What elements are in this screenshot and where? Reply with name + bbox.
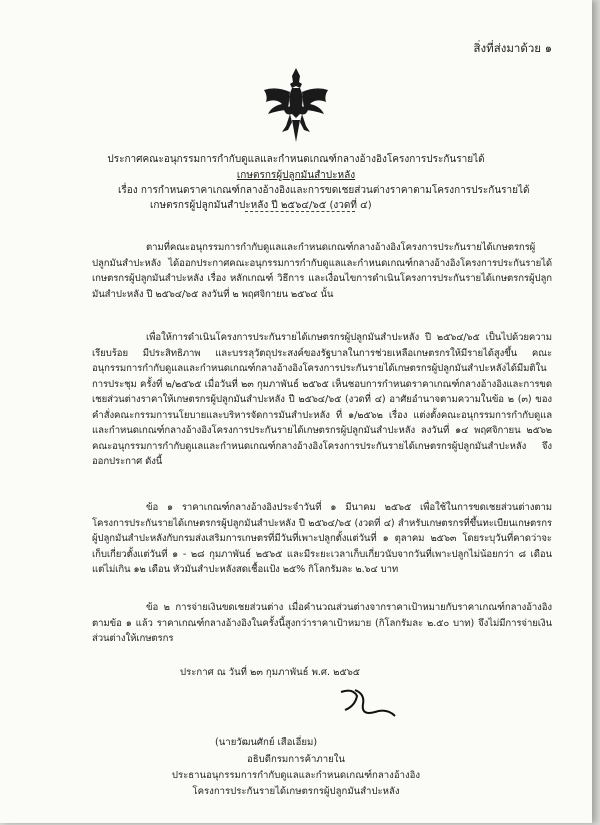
paragraph-4-text: ข้อ ๒ การจ่ายเงินขดเชยส่วนต่าง เมื่อคำนวณส่วนต่างจากราคาเป้าหมายกับราคาเกณฑ์กลางอ้างอิงตามข้อ ๑ แล้ว ราคาเกณฑ์กลางอ้างอิงในครั้งนี้สูงกว่าราคาเป้าหมาย (กิโลกรัมละ ๒.๕๐ บาท) จึงไม่มีการจ่ายเงินส่วนต่างให้เกษตรกร [92,602,552,644]
paragraph-3 [92,500,552,578]
attachment-label: สิ่งที่ส่งมาด้วย ๑ [473,41,552,55]
signatory-position-1: อธิบดีกรมการค้าภายใน [247,754,345,765]
paragraph-4 [92,600,552,647]
paragraph-2 [92,330,552,470]
signatory-name: (นายวัฒนศักย์ เสือเอี่ยม) [215,737,318,748]
paragraph-3-text: ข้อ ๑ ราคาเกณฑ์กลางอ้างอิงประจำวันที่ ๑ มีนาคม ๒๕๖๕ เพื่อใช้ในการขดเชยส่วนต่างตามโครงการประกันรายได้เกษตรกรผู้ปลูกมันสำปะหลัง ปี ๒๕๖๔/๖๕ (งวดที่ ๔) สำหรับเกษตรกรที่ขึ้นทะเบียนเกษตรกรผู้ปลูกมันสำปะหลังกับกรมส่งเสริมการเกษตรที่มีวันที่เพาะปลูกตั้งแต่วันที่ ๑ ตุลาคม ๒๕๖๓ โดยระบุวันที่คาดว่าจะเก็บเกี่ยวตั้งแต่วันที่ ๑ - ๒๘ กุมภาพันธ์ ๒๕๖๕ และมีระยะเวลาเก็บเกี่ยวนับจากวันที่เพาะปลูกไม่น้อยกว่า ๘ เดือน แต่ไม่เกิน ๑๒ เดือน หัวมันสำปะหลังสดเชื้อแป้ง ๒๕% กิโลกรัมละ ๒.๖๔ บาท [92,502,552,575]
paragraph-2-text: เพื่อให้การดำเนินโครงการประกันรายได้เกษตรกรผู้ปลูกมันสำปะหลัง ปี ๒๕๖๔/๖๕ เป็นไปด้วยความเรียบร้อย มีประสิทธิภาพ และบรรลุวัตถุประสงค์ของรัฐบาลในการช่วยเหลือเกษตรกรให้มีรายได้สูงขึ้น คณะอนุกรรมการกำกับดูแลและกำหนดเกณฑ์กลางอ้างอิงโครงการประกันรายได้เกษตรกรผู้ปลูกมันสำปะหลังได้มีมติในการประชุม ครั้งที่ ๒/๒๕๖๕ เมื่อวันที่ ๒๓ กุมภาพันธ์ ๒๕๖๕ เห็นชอบการกำหนดราคาเกณฑ์กลางอ้างอิงและการขดเชยส่วนต่างราคาให้เกษตรกรผู้ปลูกมันสำปะหลัง ปี ๒๕๖๔/๖๕ (งวดที่ ๔) อาศัยอำนาจตามความในข้อ ๒ (๓) ของคำสั่งคณะกรรมการนโยบายและบริหารจัดการมันสำปะหลัง ที่ ๑/๒๕๖๒ เรื่อง แต่งตั้งคณะอนุกรรมการกำกับดูแลและกำหนดเกณฑ์กลางอ้างอิงโครงการประกันรายได้เกษตรกรผู้ปลูกมันสำปะหลัง ลงวันที่ ๑๔ พฤศจิกายน ๒๕๖๒ คณะอนุกรรมการกำกับดูแลและกำหนดเกณฑ์กลางอ้างอิงโครงการประกันรายได้เกษตรกรผู้ปลูกมันสำปะหลัง จึงออกประกาศ ดังนี้ [92,332,552,467]
signatory-position-2: ประธานอนุกรรมการกำกับดูแลและกำหนดเกณฑ์กลางอ้างอิง [171,770,421,781]
paragraph-1 [92,240,552,302]
signature-mark [335,686,405,722]
garuda-emblem [262,66,330,144]
header-title-line2: เกษตรกรผู้ปลูกมันสำปะหลัง [236,170,356,181]
signatory-position-3: โครงการประกันรายได้เกษตรกรผู้ปลูกมันสำปะหลัง [192,786,400,797]
subject-line: เรื่อง การกำหนดราคาเกณฑ์กลางอ้างอิงและการขดเชยส่วนต่างราคาตามโครงการประกันรายได้ [118,185,530,196]
header-title: ประกาศคณะอนุกรรมการกำกับดูแลและกำหนดเกณฑ์กลางอ้างอิงโครงการประกันรายได้ [107,154,485,165]
divider [245,211,355,212]
subject-line-2: เกษตรกรผู้ปลูกมันสำปะหลัง ปี ๒๕๖๔/๖๕ (งวดที่ ๔) [150,200,372,211]
paragraph-1-text: ตามที่คณะอนุกรรมการกำกับดูแลและกำหนดเกณฑ์กลางอ้างอิงโครงการประกันรายได้เกษตรกรผู้ปลูกมันสำปะหลัง ได้ออกประกาศคณะอนุกรรมการกำกับดูแลและกำหนดเกณฑ์กลางอ้างอิงโครงการประกันรายได้เกษตรกรผู้ปลูกมันสำปะหลัง เรื่อง หลักเกณฑ์ วิธีการ และเงื่อนไขการดำเนินโครงการประกันรายได้เกษตรกรผู้ปลูกมันสำปะหลัง ปี ๒๕๖๔/๖๕ ลงวันที่ ๒ พฤศจิกายน ๒๕๖๔ นั้น [92,242,552,300]
announce-date: ประกาศ ณ วันที่ ๒๓ กุมภาพันธ์ พ.ศ. ๒๕๖๕ [180,667,361,678]
